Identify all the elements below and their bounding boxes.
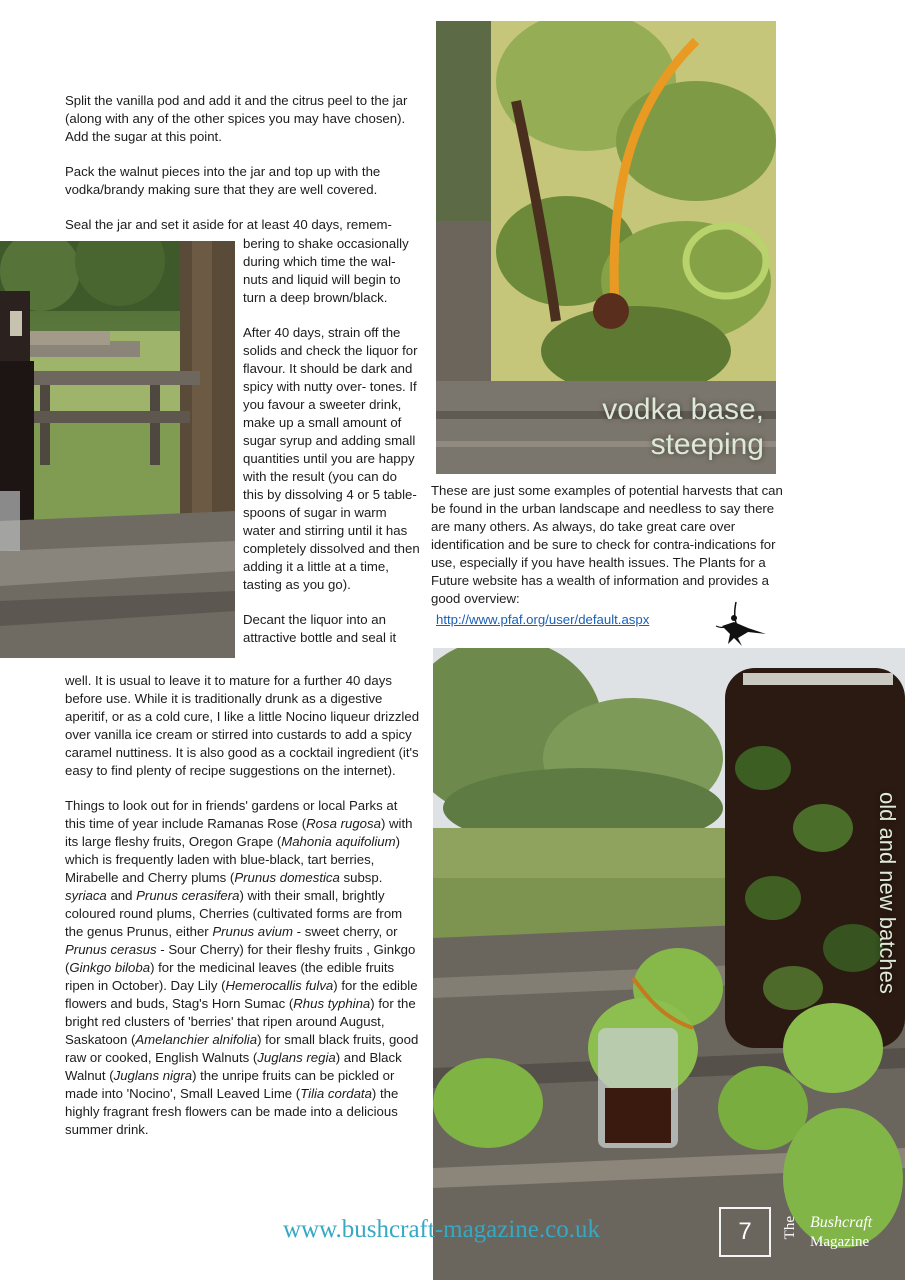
species-name: Prunus avium [212,924,293,939]
text-segment: ) for the edible flowers and buds, Stag's Horn Sumac ( [65,978,418,1011]
species-name: Juglans regia [257,1050,336,1065]
paragraph-harvests: These are just some examples of potential harvests that can be found in the urban landscape and needless to say there are many others. As always, do take great care over identification and be sure to check for contra-indications for use, especially if you have health issues. The Plants for a Future website has a wealth of information and provides a good overview: [431,483,783,606]
species-name: Prunus domestica [234,870,340,885]
page-number: 7 [719,1207,771,1257]
paragraph-strain: After 40 days, strain off the solids and check the liquor for flavour. It should be dark and spicy with nutty over- tones. If you favour a sweeter drink, make up a small amount of sugar syrup and adding small quantities until you are happy with the result (you can do this by dissolving 4 or 5 table- spoons of sugar in warm water and stirring until it has completely dissolved and then adding it a little at a time, tasting as you go). [243,325,420,592]
text-segment: ) for the bright red clusters of 'berries' that ripen around August, Saskatoon ( [65,996,416,1047]
footer-website-url[interactable]: www.bushcraft-magazine.co.uk [283,1216,601,1243]
left-bottom-text [65,672,421,1156]
text-segment: ) with its large fleshy fruits, Oregon Grape ( [65,816,413,849]
text-segment: ) for the medicinal leaves (the edible fruits ripen in October). Day Lily ( [65,960,395,993]
magazine-logo-bushcraft: Bushcraft [810,1214,873,1231]
species-name: syriaca [65,888,107,903]
text-segment: ) the highly fragrant fresh flowers can be made into a delicious summer drink. [65,1086,399,1137]
left-top-text [65,92,417,234]
photo-picnic-bench [0,241,235,658]
species-name: Amelanchier alnifolia [135,1032,258,1047]
text-segment: subsp. [339,870,383,885]
caption-old-new-batches: old and new batches [875,792,900,994]
species-name: Hemerocallis fulva [225,978,334,993]
text-segment: - Sour Cherry) for their fleshy fruits , Ginkgo ( [65,942,416,975]
species-name: Rosa rugosa [306,816,381,831]
paragraph-decant-start: Decant the liquor into an attractive bottle and seal it [243,612,397,645]
left-wrap-text [243,235,421,647]
text-segment: ) which is frequently laden with blue-black, tart berries, Mirabelle and Cherry plums ( [65,834,400,885]
species-name: Juglans nigra [113,1068,193,1083]
caption-vodka-base [560,392,764,462]
species-name: Prunus cerasus [65,942,157,957]
photo-old-new-batches [433,648,905,1280]
pfaf-link[interactable]: http://www.pfaf.org/user/default.aspx [436,612,650,627]
paragraph-decant-cont: well. It is usual to leave it to mature for a further 40 days before use. While it is traditionally drunk as a digestive aperitif, or as a cold cure, I like a little Nocino liqueur drizzled over vanilla ice cream or stirred into custards to add a spicy caramel nuttiness. It is also good as a cocktail ingredient (it's easy to find plenty of recipe suggestions on the internet). [65,673,420,778]
paragraph-seal: Seal the jar and set it aside for at least 40 days, remem- [65,217,392,232]
text-segment: and [106,888,137,903]
paragraph-seal-cont: bering to shake occasionally during which time the wal- nuts and liquid will begin to turn a deep brown/black. [243,236,409,305]
species-name: Ginkgo biloba [69,960,151,975]
caption-line-2: steeping [650,428,764,461]
text-segment: ) and Black Walnut ( [65,1050,402,1083]
species-name: Mahonia aquifolium [281,834,396,849]
text-segment: Things to look out for in friends' gardens or local Parks at this time of year include Ramanas Rose ( [65,798,398,831]
species-name: Prunus cerasifera [136,888,240,903]
bushcraft-figure-logo [708,598,772,648]
text-segment: - sweet cherry, or [293,924,398,939]
magazine-logo [780,1214,890,1258]
species-name: Rhus typhina [293,996,371,1011]
text-segment: ) the unripe fruits can be pickled or made into 'Nocino', Small Leaved Lime ( [65,1068,395,1101]
paragraph-vanilla: Split the vanilla pod and add it and the citrus peel to the jar (along with any of the other spices you may have chosen). Add the sugar at this point. [65,93,408,144]
magazine-logo-magazine: Magazine [810,1234,870,1250]
magazine-logo-the: The [782,1216,798,1240]
text-segment: ) with their small, brightly coloured round plums, Cherries (cultivated forms are from the genus Prunus, either [65,888,403,939]
paragraph-walnut: Pack the walnut pieces into the jar and top up with the vodka/brandy making sure that they are well covered. [65,164,381,197]
paragraph-look-out [65,797,421,1139]
caption-line-1: vodka base, [602,393,764,426]
text-segment: ) for small black fruits, good raw or cooked, English Walnuts ( [65,1032,419,1065]
species-name: Tilia cordata [300,1086,372,1101]
